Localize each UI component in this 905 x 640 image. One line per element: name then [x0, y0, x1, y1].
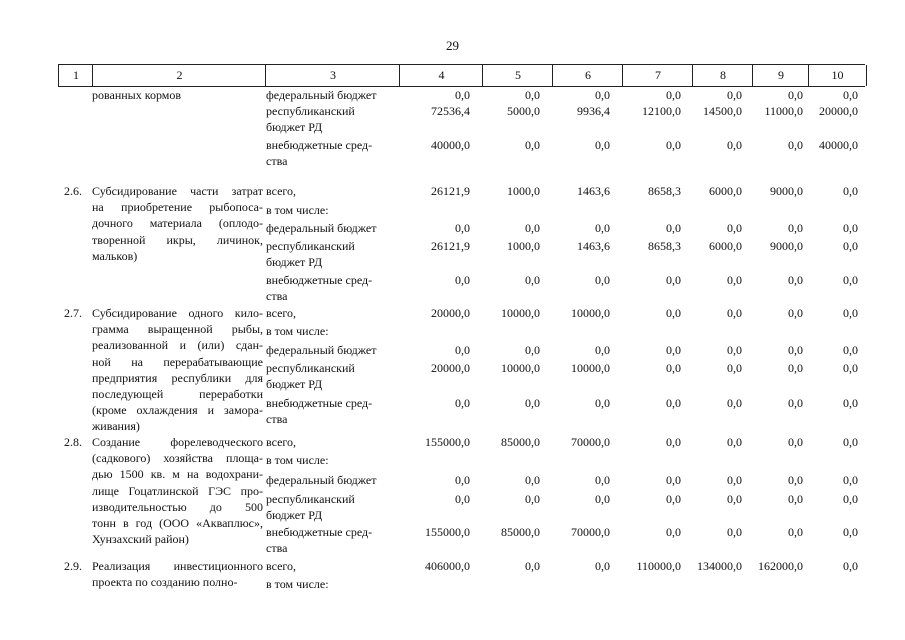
cell-value: 0,0 [788, 221, 803, 235]
description-line: последующей переработки [92, 387, 263, 401]
cell-value: 0,0 [666, 473, 681, 487]
cell-value: 11000,0 [764, 104, 803, 118]
cell-value: 0,0 [843, 239, 858, 253]
cell-value: 0,0 [666, 525, 681, 539]
cell-value: 0,0 [788, 306, 803, 320]
description-line: дочного материала (оплодо- [92, 216, 263, 231]
cell-value: 0,0 [525, 559, 540, 573]
cell-value: 0,0 [525, 221, 540, 235]
cell-value: 85000,0 [501, 435, 540, 449]
cell-value: 9000,0 [770, 184, 803, 198]
cell-value: 0,0 [595, 492, 610, 506]
cell-value: 40000,0 [819, 138, 858, 152]
cell-value: 0,0 [595, 273, 610, 287]
cell-value: 10000,0 [501, 306, 540, 320]
cell-value: 1463,6 [577, 184, 610, 198]
page-number: 29 [446, 38, 459, 53]
funding-source-label: всего, [266, 559, 297, 573]
cell-value: 0,0 [727, 343, 742, 357]
cell-value: 0,0 [843, 473, 858, 487]
cell-value: 20000,0 [431, 361, 470, 375]
funding-source-label: ства [266, 541, 288, 555]
cell-value: 0,0 [843, 221, 858, 235]
header-col-2: 2 [92, 65, 266, 86]
cell-value: 0,0 [843, 306, 858, 320]
header-col-9: 9 [752, 65, 809, 86]
cell-value: 1463,6 [577, 239, 610, 253]
cell-value: 20000,0 [431, 306, 470, 320]
funding-source-label: внебюджетные сред- [266, 525, 373, 539]
description-line: Субсидирование части затрат [92, 184, 263, 198]
cell-value: 0,0 [455, 273, 470, 287]
cell-value: 0,0 [788, 273, 803, 287]
cell-value: 0,0 [525, 492, 540, 506]
cell-value: 6000,0 [709, 184, 742, 198]
cell-value: 0,0 [788, 473, 803, 487]
description-line: лище Гоцатлинской ГЭС про- [92, 483, 263, 498]
cell-value: 0,0 [843, 184, 858, 198]
cell-value: 0,0 [843, 273, 858, 287]
cell-value: 0,0 [843, 492, 858, 506]
table-header [58, 64, 865, 87]
funding-source-label: республиканский [266, 361, 355, 375]
description-line: Хунзахский район) [92, 532, 189, 547]
funding-source-label: бюджет РД [266, 508, 323, 522]
cell-value: 110000,0 [636, 559, 681, 573]
funding-source-label: в том числе: [266, 577, 329, 591]
cell-value: 0,0 [525, 273, 540, 287]
header-col-1: 1 [58, 65, 93, 86]
cell-value: 26121,9 [431, 239, 470, 253]
funding-source-label: федеральный бюджет [266, 343, 377, 357]
cell-value: 155000,0 [425, 435, 470, 449]
cell-value: 10000,0 [501, 361, 540, 375]
cell-value: 0,0 [525, 88, 540, 102]
cell-value: 0,0 [666, 221, 681, 235]
funding-source-label: федеральный бюджет [266, 88, 377, 102]
cell-value: 162000,0 [758, 559, 803, 573]
funding-source-label: ства [266, 289, 288, 303]
cell-value: 0,0 [455, 473, 470, 487]
cell-value: 0,0 [727, 361, 742, 375]
cell-value: 0,0 [788, 492, 803, 506]
description-line: Создание форелеводческого [92, 435, 263, 449]
funding-source-label: ства [266, 154, 288, 168]
description-line: реализованной и (или) сдан- [92, 338, 263, 353]
row-number: 2.7. [64, 306, 82, 320]
cell-value: 12100,0 [642, 104, 681, 118]
cell-value: 0,0 [727, 221, 742, 235]
cell-value: 0,0 [666, 343, 681, 357]
cell-value: 134000,0 [697, 559, 742, 573]
cell-value: 20000,0 [819, 104, 858, 118]
cell-value: 9936,4 [577, 104, 610, 118]
cell-value: 0,0 [843, 525, 858, 539]
cell-value: 155000,0 [425, 525, 470, 539]
description-line: (кроме охлаждения и замора- [92, 403, 263, 418]
funding-source-label: республиканский [266, 239, 355, 253]
description-line: (садкового) хозяйства площа- [92, 451, 263, 466]
row-number: 2.9. [64, 559, 82, 573]
cell-value: 0,0 [843, 361, 858, 375]
cell-value: 0,0 [666, 435, 681, 449]
description-line: ной на перерабатывающие [92, 354, 263, 369]
cell-value: 0,0 [666, 138, 681, 152]
cell-value: 0,0 [727, 273, 742, 287]
description-line: на приобретение рыбопоса- [92, 200, 263, 215]
cell-value: 0,0 [666, 396, 681, 410]
cell-value: 0,0 [727, 88, 742, 102]
cell-value: 9000,0 [770, 239, 803, 253]
cell-value: 0,0 [666, 306, 681, 320]
cell-value: 0,0 [727, 435, 742, 449]
cell-value: 0,0 [843, 343, 858, 357]
funding-source-label: в том числе: [266, 453, 329, 467]
description-line: дью 1500 кв. м на водохрани- [92, 467, 263, 482]
description-line: предприятия республики для [92, 370, 263, 385]
description-line: Реализация инвестиционного [92, 559, 263, 573]
cell-value: 26121,9 [431, 184, 470, 198]
cell-value: 0,0 [455, 396, 470, 410]
header-col-7: 7 [622, 65, 693, 86]
funding-source-label: внебюджетные сред- [266, 273, 373, 287]
funding-source-label: всего, [266, 184, 297, 198]
funding-source-label: федеральный бюджет [266, 221, 377, 235]
cell-value: 72536,4 [431, 104, 470, 118]
row-number: 2.6. [64, 184, 82, 198]
header-col-3: 3 [265, 65, 400, 86]
cell-value: 0,0 [727, 396, 742, 410]
description-line: тонн в год (ООО «Акваплюс», [92, 516, 263, 530]
cell-value: 0,0 [788, 396, 803, 410]
cell-value: 70000,0 [571, 435, 610, 449]
cell-value: 14500,0 [703, 104, 742, 118]
funding-source-label: бюджет РД [266, 377, 323, 391]
cell-value: 0,0 [843, 559, 858, 573]
description-line: творенной икры, личинок, [92, 232, 263, 247]
description-line: Субсидирование одного кило- [92, 306, 263, 320]
cell-value: 0,0 [727, 492, 742, 506]
description-line: мальков) [92, 248, 138, 263]
cell-value: 0,0 [595, 343, 610, 357]
cell-value: 0,0 [595, 221, 610, 235]
cell-value: 0,0 [595, 138, 610, 152]
description-line: проекта по созданию полно- [92, 575, 238, 590]
cell-value: 0,0 [595, 88, 610, 102]
cell-value: 0,0 [666, 492, 681, 506]
header-col-4: 4 [399, 65, 483, 86]
funding-source-label: в том числе: [266, 324, 329, 338]
cell-value: 0,0 [525, 343, 540, 357]
cell-value: 0,0 [788, 435, 803, 449]
cell-value: 0,0 [788, 361, 803, 375]
cell-value: 0,0 [455, 492, 470, 506]
cell-value: 0,0 [727, 306, 742, 320]
cell-value: 0,0 [727, 138, 742, 152]
cell-value: 5000,0 [507, 104, 540, 118]
cell-value: 0,0 [666, 361, 681, 375]
cell-value: 0,0 [788, 343, 803, 357]
cell-value: 8658,3 [648, 239, 681, 253]
cell-value: 0,0 [788, 525, 803, 539]
cell-value: 0,0 [595, 473, 610, 487]
description-line: изводительностью до 500 [92, 499, 263, 514]
cell-value: 0,0 [843, 88, 858, 102]
cell-value: 1000,0 [507, 239, 540, 253]
cell-value: 0,0 [525, 396, 540, 410]
row-number: 2.8. [64, 435, 82, 449]
cell-value: 0,0 [666, 88, 681, 102]
cell-value: 0,0 [525, 138, 540, 152]
header-col-8: 8 [692, 65, 753, 86]
description-line: рованных кормов [92, 88, 182, 102]
funding-source-label: бюджет РД [266, 120, 323, 134]
cell-value: 0,0 [455, 221, 470, 235]
funding-source-label: республиканский [266, 492, 355, 506]
cell-value: 0,0 [727, 473, 742, 487]
header-col-10: 10 [808, 65, 867, 86]
cell-value: 1000,0 [507, 184, 540, 198]
funding-source-label: ства [266, 412, 288, 426]
funding-source-label: федеральный бюджет [266, 473, 377, 487]
description-line: грамма выращенной рыбы, [92, 322, 263, 337]
cell-value: 0,0 [843, 435, 858, 449]
header-col-6: 6 [552, 65, 623, 86]
cell-value: 0,0 [843, 396, 858, 410]
cell-value: 0,0 [595, 396, 610, 410]
cell-value: 0,0 [788, 88, 803, 102]
cell-value: 0,0 [455, 343, 470, 357]
cell-value: 6000,0 [709, 239, 742, 253]
cell-value: 8658,3 [648, 184, 681, 198]
cell-value: 406000,0 [425, 559, 470, 573]
cell-value: 10000,0 [571, 306, 610, 320]
cell-value: 0,0 [666, 273, 681, 287]
funding-source-label: внебюджетные сред- [266, 396, 373, 410]
funding-source-label: внебюджетные сред- [266, 138, 373, 152]
cell-value: 0,0 [455, 88, 470, 102]
description-line: живания) [92, 419, 140, 434]
cell-value: 40000,0 [431, 138, 470, 152]
cell-value: 10000,0 [571, 361, 610, 375]
cell-value: 0,0 [727, 525, 742, 539]
cell-value: 0,0 [788, 138, 803, 152]
cell-value: 0,0 [525, 473, 540, 487]
cell-value: 85000,0 [501, 525, 540, 539]
funding-source-label: всего, [266, 306, 297, 320]
funding-source-label: в том числе: [266, 203, 329, 217]
cell-value: 0,0 [595, 559, 610, 573]
header-col-5: 5 [482, 65, 553, 86]
cell-value: 70000,0 [571, 525, 610, 539]
funding-source-label: всего, [266, 435, 297, 449]
funding-source-label: бюджет РД [266, 255, 323, 269]
funding-source-label: республиканский [266, 104, 355, 118]
